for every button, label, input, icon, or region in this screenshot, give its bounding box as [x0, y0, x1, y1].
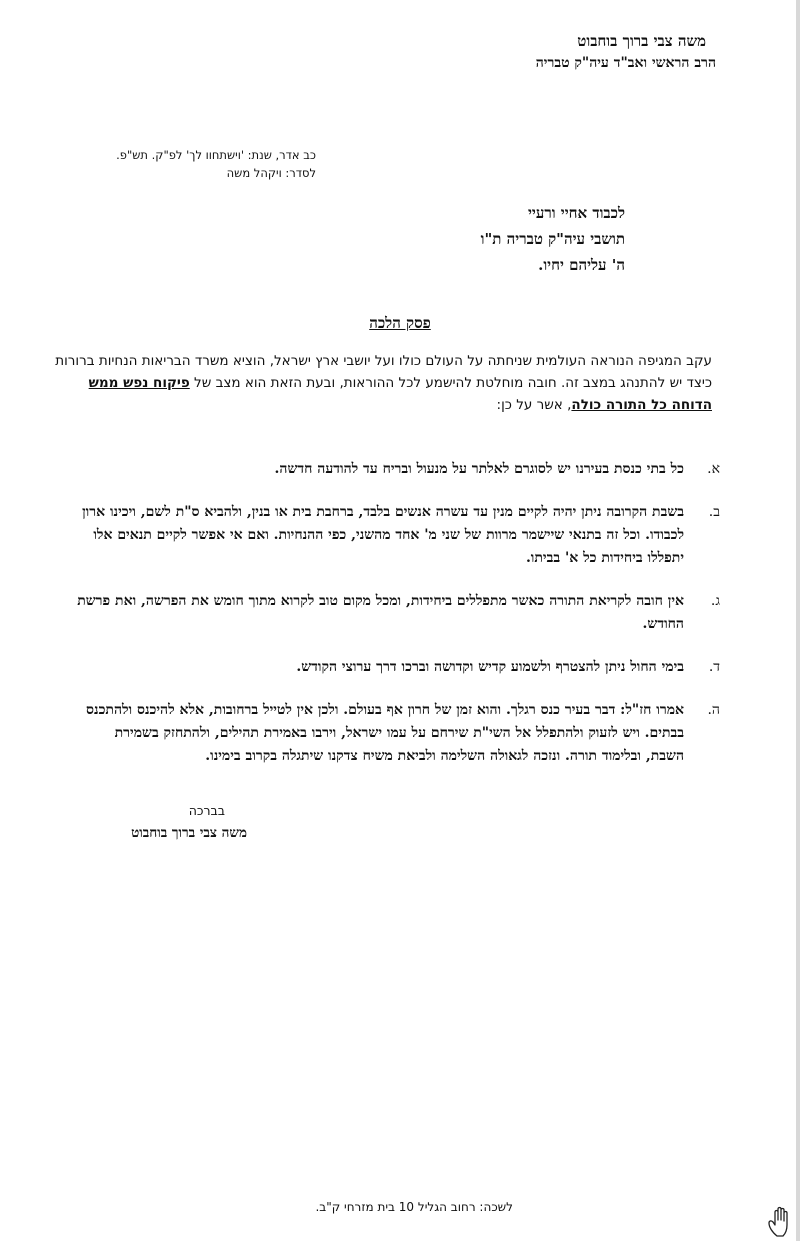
- addressee-line-2: תושבי עיה"ק טבריה ת"ו: [480, 230, 625, 248]
- ruling-item: [72, 590, 720, 636]
- intro-text-end: , אשר על כן:: [496, 397, 572, 413]
- letterhead-title: הרב הראשי ואב"ד עיה"ק טבריה: [535, 55, 716, 71]
- ruling-item: [72, 656, 720, 679]
- page-edge: [796, 0, 800, 1241]
- footer-address: לשכה: רחוב הגליל 10 בית מזרחי ק"ב.: [315, 1200, 513, 1214]
- ruling-marker: ג.: [710, 593, 720, 609]
- date-block: [16, 146, 316, 182]
- letterhead-name: משה צבי ברוך בוחבוט: [577, 32, 706, 50]
- addressee: [325, 200, 625, 278]
- parasha-line: לסדר: ויקהל משה: [226, 166, 316, 180]
- ruling-text: כל בתי כנסת בעירנו יש לסוגרם לאלתר על מנעול ובריח עד להודעה חדשה.: [274, 461, 684, 477]
- hand-pointer-icon[interactable]: [766, 1205, 796, 1239]
- intro-paragraph: [52, 350, 712, 416]
- ruling-text: בימי החול ניתן להצטרף ולשמוע קדיש וקדושה וברכו דרך ערוצי הקודש.: [296, 659, 684, 675]
- ruling-marker: ד.: [708, 659, 720, 675]
- ruling-text: בשבת הקרובה ניתן יהיה לקיים מנין עד עשרה אנשים בלבד, ברחבת בית או בנין, ולהביא ס"ת לשם, ויכינו ארון לכבודו. וכל זה בתנאי שיישמר מרוות של שני מ' אחד מהשני, כפי ההנחיות. ואם אי אפשר לקיים תנאים אלו יתפללו ביחידות כל א' בביתו.: [82, 504, 684, 566]
- intro-text-start: עקב המגיפה הנוראה העולמית שניחתה על העולם כולו ועל יושבי ארץ ישראל, הוציא משרד הבריאות הנחיות ברורות כיצד יש להתנהג במצב זה. חובה מוחלטת להישמע לכל ההוראות, ובעת הזאת הוא מצב של: [55, 353, 712, 391]
- ruling-item: [72, 501, 720, 570]
- ruling-text: אין חובה לקריאת התורה כאשר מתפללים ביחידות, ומכל מקום טוב לקרוא מתוך חומש את הפרשה, ואת פרשת החודש.: [77, 593, 684, 632]
- date-line: כב אדר, שנת: 'וישתחוו לך' לפ"ק. תש"פ.: [116, 148, 316, 162]
- ruling-text: אמרו חז"ל: דבר בעיר כנס רגלך. והוא זמן של חרון אף בעולם. ולכן אין לטייל ברחובות, אלא להיכנס ולהתכנס בבתים. ויש לזעוק ולהתפלל אל השי"ת שירחם על עמו ישראל, וירבו באמירת תהילים, ולהתחזק בשמירת השבת, ובלימוד תורה. ונזכה לגאולה השלימה ולביאת משיח צדקנו שיתגלה בקרוב בימינו.: [86, 702, 684, 764]
- rulings-list: [72, 458, 720, 788]
- ruling-marker: א.: [707, 461, 720, 477]
- ruling-marker: ב.: [708, 504, 720, 520]
- intro-emphasis: פיקוח נפש ממש הדוחה כל התורה כולה: [88, 375, 712, 413]
- addressee-line-3: ה' עליהם יחיו.: [538, 256, 625, 274]
- closing-greeting: בברכה: [188, 803, 225, 818]
- letterhead: [416, 30, 716, 74]
- ruling-item: [72, 699, 720, 768]
- ruling-marker: ה.: [707, 702, 720, 718]
- addressee-line-1: לכבוד אחיי ורעיי: [527, 204, 625, 222]
- signature: משה צבי ברוך בוחבוט: [131, 825, 247, 841]
- document-heading: פסק הלכה: [369, 314, 431, 332]
- ruling-item: [72, 458, 720, 481]
- closing-block: [47, 800, 247, 844]
